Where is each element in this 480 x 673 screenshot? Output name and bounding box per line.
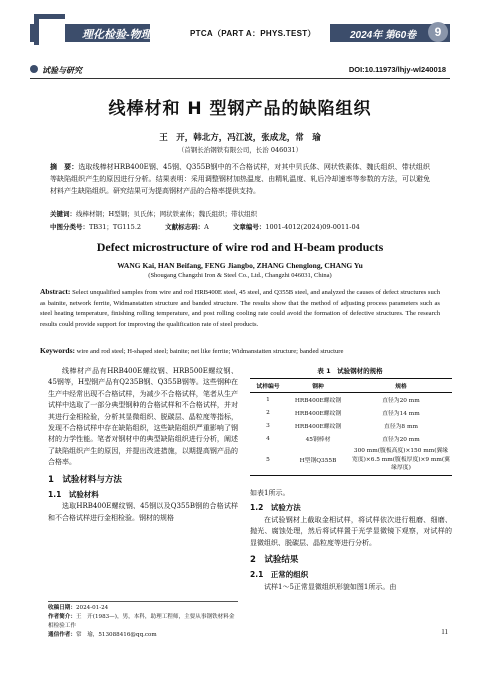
abstract-en-text: Select unqualified samples from wire and rod HRB400E steel, 45 steel, and Q355B steel, and analyzed the causes of defect structures such as bainite, network ferrite, Widmanstatten structure and banded structure. The results show that the method of adjusting process parameters such as steel heating temperature, finishing rolling temperature, and post rolling cooling rate could avoid the formation of defective structures. The research results could provide support for improving the qualification rate of steel products.: [40, 289, 440, 328]
keywords-en-text: wire and rod steel; H-shaped steel; bainite; net like ferrite; Widmanstatten structure; banded structure: [76, 348, 344, 355]
table-header-cell: 规格: [350, 379, 452, 393]
table-row: [250, 406, 452, 419]
article-no-label: 文章编号：: [232, 223, 266, 231]
header-rule: [30, 78, 450, 79]
received-date: 2024-01-24: [75, 605, 109, 611]
table-row: [250, 393, 452, 407]
corresponding-label: 通信作者：: [48, 632, 76, 638]
table-header-cell: 试样编号: [250, 379, 286, 393]
section-2-1-paragraph: 试样1～5正常显微组织形貌如图1所示。由: [264, 582, 397, 591]
table-cell: 45钢棒材: [305, 437, 331, 443]
abstract-cn-label: 摘 要：: [50, 163, 79, 171]
table-cell: 直径为20 mm: [382, 398, 420, 404]
title-cn: 线棒材和 H 型钢产品的缺陷组织: [108, 99, 372, 119]
table-cell: H型钢Q355B: [286, 445, 350, 475]
section-1-1-paragraph: 选取HRB400E螺纹钢、45钢以及Q355B钢的合格试样和不合格试样进行金相检验。钢材的规格: [48, 502, 238, 522]
page-header: [0, 0, 480, 56]
table-cell: 4: [266, 435, 270, 442]
clc-value: TB31；TG115.2: [89, 223, 142, 231]
table-row: [250, 432, 452, 445]
header-issue-number: 9: [428, 22, 448, 42]
doi: DOI:10.11973/lhjy-wl240018: [348, 65, 446, 74]
keywords-en: [40, 346, 440, 355]
table-reference-text: 如表1所示。: [250, 489, 290, 497]
journal-logo-icon: [34, 14, 65, 45]
intro-paragraph: 线棒材产品有HRB400E螺纹钢、HRB500E螺纹钢、45钢等，H型钢产品有Q235B钢、Q355B钢等。这些钢种在生产中经常出现不合格试样，为减少不合格试样，笔者从生产试样中选取了一部分典型钢种的合格试样和不合格试样，并对其进行金相检验，分析其显微组织、脱碳层、晶粒度等指标，发现不合格试样中存在缺陷组织，这些缺陷组织严重影响了钢材的力学性能。笔者对钢材中的典型缺陷组织进行分析，阐述了缺陷组织产生的原因，并提出改进措施，以期提高钢产品的合格率。: [48, 367, 238, 467]
category-bullet-icon: [30, 65, 38, 73]
body-column-right: [250, 488, 452, 593]
table-1: [250, 378, 452, 476]
section-1-1-heading: 1.1 试验材料: [48, 490, 99, 500]
keywords-en-label: Keywords:: [40, 346, 75, 355]
body-column-left: [48, 366, 238, 524]
table-cell: 1: [266, 396, 270, 403]
clc-label: 中图分类号：: [50, 223, 89, 231]
title-en: Defect microstructure of wire rod and H-beam products: [96, 240, 384, 254]
table-cell: 300 mm(腹板高度)×150 mm(翼缘宽度)×6.5 mm(腹板厚度)×9 mm(翼缘厚度): [350, 445, 452, 475]
affiliation-en: (Shougang Changzhi Iron & Steel Co., Ltd., Changzhi 046031, China): [148, 272, 332, 279]
author-bio-label: 作者简介：: [48, 614, 76, 620]
table-row: [250, 445, 452, 475]
article-no-value: 1001-4012(2024)09-0011-04: [265, 223, 360, 231]
section-2-1-heading: 2.1 正常的组织: [250, 570, 309, 580]
table-header-row: [250, 379, 452, 393]
keywords-cn-label: 关键词：: [50, 210, 76, 218]
authors-cn: 王 开，韩北方，冯江波，张成龙，常 瑜: [159, 133, 321, 143]
author-bio: 王 开(1983—)，男，本科，助理工程师，主要从事钢铁材料金相检验工作: [48, 614, 235, 629]
header-journal: PTCA（PART A：PHYS.TEST）: [190, 29, 316, 38]
doc-code-label: 文献标志码：: [165, 223, 205, 231]
affiliation-cn: （首钢长治钢铁有限公司，长治 046031）: [177, 146, 303, 154]
table-cell: 直径为14 mm: [382, 411, 420, 417]
keywords-cn-text: 线棒材钢；H型钢；贝氏体；网状铁素体；魏氏组织；带状组织: [76, 210, 258, 218]
article-category: 试验与研究: [42, 66, 82, 75]
table-1-caption: 表 1 试验钢材的规格: [317, 367, 383, 375]
authors-en: WANG Kai, HAN Beifang, FENG Jiangbo, ZHANG Chenglong, CHANG Yu: [117, 261, 363, 270]
footnote: [48, 604, 238, 640]
table-cell: 直径为8 mm: [384, 424, 418, 430]
table-cell: 5: [250, 445, 286, 475]
table-header-cell: 钢种: [286, 379, 350, 393]
abstract-cn: [50, 161, 430, 197]
doc-code-value: A: [204, 223, 209, 231]
page-number: 11: [441, 628, 448, 636]
table-cell: 直径为20 mm: [382, 437, 420, 443]
abstract-en-label: Abstract:: [40, 287, 71, 296]
table-cell: HRB400E螺纹钢: [294, 411, 342, 417]
abstract-cn-text: 选取线棒材HRB400E钢、45钢、Q355B钢中的不合格试样，对其中贝氏体、网状铁素体、魏氏组织、带状组织等缺陷组织产生的原因进行分析。结果表明：采用调整钢材加热温度、由精轧温度、轧后冷却速率等参数的方法，可以避免材料产生缺陷组织。研究结果可为提高钢材产品的合格率提供支持。: [50, 163, 431, 195]
header-issue: 2024年 第60卷: [350, 30, 417, 41]
classification-row: [50, 222, 382, 231]
table-cell: 2: [266, 409, 270, 416]
header-section: 理化检验-物理分册: [82, 29, 174, 41]
section-1-2-paragraph: 在试验钢材上截取金相试样，将试样依次进行粗磨、细磨、抛光、腐蚀处理，然后将试样置于光学显微镜下观察，对试样的显微组织、脱碳层、晶粒度等进行分析。: [250, 515, 452, 547]
received-label: 收稿日期：: [48, 605, 76, 611]
table-cell: HRB400E螺纹钢: [294, 398, 342, 404]
footnote-rule: [48, 601, 238, 602]
section-2-heading: 2 试验结果: [250, 555, 299, 566]
table-cell: 3: [266, 422, 270, 429]
corresponding-author: 常 瑜，513088416@qq.com: [75, 632, 157, 638]
table-cell: HRB400E螺纹钢: [294, 424, 342, 430]
section-1-heading: 1 试验材料与方法: [48, 474, 122, 485]
section-1-2-heading: 1.2 试验方法: [250, 503, 301, 513]
keywords-cn: [50, 209, 430, 220]
abstract-en: [40, 287, 440, 330]
table-row: [250, 419, 452, 432]
